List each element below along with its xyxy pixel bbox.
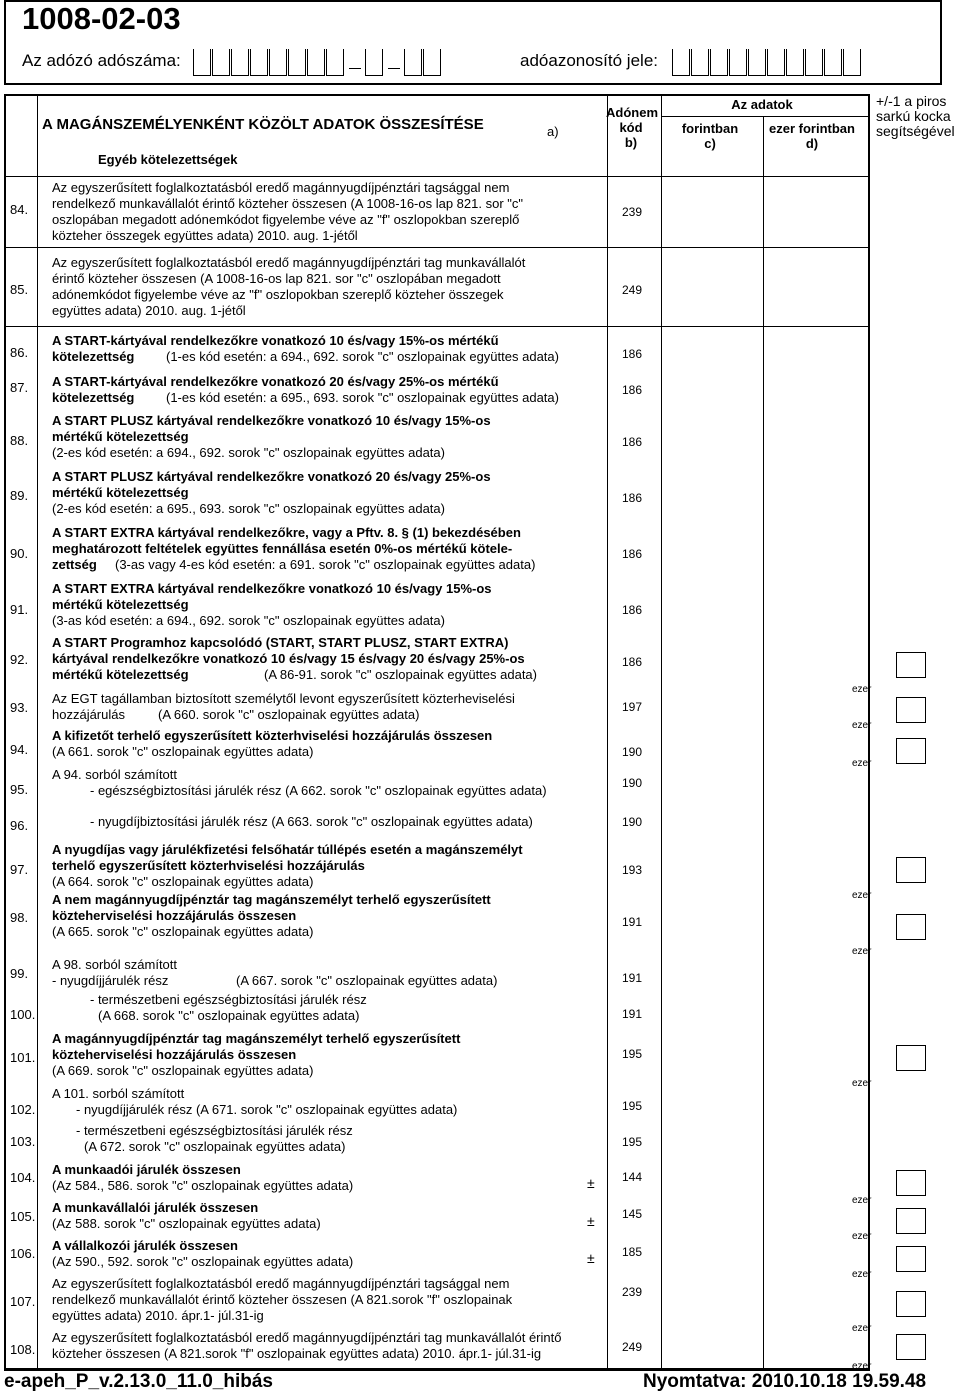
tax-type-code: 193 (621, 863, 643, 877)
row-text-line: - nyugdíjbiztosítási járulék rész (A 663. sorok "c" oszlopainak együttes adata) (90, 814, 533, 829)
tax-type-code: 191 (621, 971, 643, 985)
row-text-line: (3-as kód esetén: a 694., 692. sorok "c" oszlopainak együttes adata) (52, 613, 445, 628)
adjust-checkbox[interactable] (896, 857, 926, 883)
ezer-unit-label: ezer (852, 1269, 872, 1280)
column-a-label: a) (547, 124, 559, 139)
tax-type-code: 195 (621, 1135, 643, 1149)
ezer-unit-label: ezer (852, 720, 872, 731)
row-text-line: rendelkező munkavállalót érintő közteher összesen (A 1008-16-os lap 821. sor "c" (52, 196, 523, 211)
row-text-line: közteher összesen (A 821.sorok "f" oszlopainak együttes adata) 2010. ápr.1- júl.31-ig (52, 1346, 542, 1361)
row-text-line: (A 672. sorok "c" oszlopainak együttes adata) (84, 1139, 346, 1154)
divider (37, 96, 38, 1368)
row-separator (4, 326, 870, 327)
row-number: 84. (10, 202, 29, 217)
row-text-line: A nem magánnyugdíjpénztár tag magánszemélyt terhelő egyszerűsített (52, 892, 491, 907)
row-text-line: - nyugdíjjárulék rész (52, 973, 169, 988)
tax-type-code: 191 (621, 1007, 643, 1021)
row-text-line: A vállalkozói járulék összesen (52, 1238, 238, 1253)
column-b-line: b) (624, 135, 638, 150)
row-number: 106. (10, 1246, 36, 1261)
row-text-line: - természetbeni egészségbiztosítási járulék rész (90, 992, 367, 1007)
tax-type-code: 186 (621, 435, 643, 449)
tax-type-code: 249 (621, 1340, 643, 1354)
row-text-line: A nyugdíjas vagy járulékfizetési felsőhatár túllépés esetén a magánszemélyt (52, 842, 523, 857)
tax-type-code: 249 (621, 283, 643, 297)
row-text-line: közteherviselési hozzájárulás összesen (52, 1047, 297, 1062)
adjust-checkbox[interactable] (896, 1170, 926, 1196)
row-text-line: mértékű kötelezettség (52, 429, 189, 444)
row-text-line: terhelő egyszerűsített közterhviselési hozzájárulás (52, 858, 365, 873)
row-number: 95. (10, 782, 29, 797)
tax-type-code: 195 (621, 1099, 643, 1113)
row-number: 85. (10, 282, 29, 297)
tax-type-code: 186 (621, 347, 643, 361)
adjust-checkbox[interactable] (896, 914, 926, 940)
tax-type-code: 197 (621, 700, 643, 714)
column-d-line: ezer forintban (769, 121, 855, 136)
row-text-line: (2-es kód esetén: a 694., 692. sorok "c" oszlopainak együttes adata) (52, 445, 445, 460)
row-text-line: meghatározott feltételek együttes fennállása esetén 0%-os mértékű kötele- (52, 541, 513, 556)
tax-type-code: 186 (621, 655, 643, 669)
ezer-unit-label: ezer (852, 1195, 872, 1206)
row-text-line: A START EXTRA kártyával rendelkezőkre vonatkozó 10 és/vagy 15%-os (52, 581, 492, 596)
divider (6, 176, 868, 177)
row-text-line: Az egyszerűsített foglalkoztatásból eredő magánnyugdíjpénztári tag munkavállalót érintő (52, 1330, 562, 1345)
row-text-line: A START Programhoz kapcsolódó (START, START PLUSZ, START EXTRA) (52, 635, 509, 650)
row-text-line: kötelezettség (52, 390, 135, 405)
tax-type-code: 195 (621, 1047, 643, 1061)
column-c-line: c) (704, 136, 716, 151)
plus-minus-sign: ± (587, 1250, 595, 1266)
row-text-line: A START-kártyával rendelkezőkre vonatkozó 10 és/vagy 15%-os mértékű (52, 333, 499, 348)
column-d-label (762, 121, 862, 151)
taxpayer-number-field[interactable] (193, 49, 442, 76)
row-number: 92. (10, 652, 29, 667)
row-text-line: A magánnyugdíjpénztár tag magánszemélyt terhelő egyszerűsített (52, 1031, 461, 1046)
row-text-line: adónemkódot figyelembe véve az "f" oszlopokban szereplő közteher összegek (52, 287, 504, 302)
row-text-line: mértékű kötelezettség (52, 485, 189, 500)
tax-type-code: 190 (621, 776, 643, 790)
row-text-line: kötelezettség (52, 349, 135, 364)
ezer-unit-label: ezer (852, 890, 872, 901)
row-text-line: mértékű kötelezettség (52, 597, 189, 612)
adjust-checkbox[interactable] (896, 738, 926, 764)
row-text-line: érintő közteher összesen (A 1008-16-os lap 821. sor "c" oszlopában megadott (52, 271, 501, 286)
row-number: 90. (10, 546, 29, 561)
tax-type-code: 186 (621, 383, 643, 397)
row-text-line: kártyával rendelkezőkre vonatkozó 10 és/vagy 15 és/vagy 20 és/vagy 25%-os (52, 651, 525, 666)
row-text-line: mértékű kötelezettség (52, 667, 189, 682)
row-text-line: A munkaadói járulék összesen (52, 1162, 241, 1177)
row-text-line: - nyugdíjjárulék rész (A 671. sorok "c" oszlopainak együttes adata) (76, 1102, 458, 1117)
tax-type-code: 239 (621, 1285, 643, 1299)
row-text-line: hozzájárulás (52, 707, 125, 722)
column-c-label (660, 121, 760, 151)
ezer-unit-label: ezer (852, 684, 872, 695)
row-text-line: (Az 590., 592. sorok "c" oszlopainak együttes adata) (52, 1254, 354, 1269)
tax-type-code: 239 (621, 205, 643, 219)
row-number: 98. (10, 910, 29, 925)
ezer-unit-label: ezer (852, 1078, 872, 1089)
row-text-line: (2-es kód esetén: a 695., 693. sorok "c" oszlopainak együttes adata) (52, 501, 445, 516)
adjust-checkbox[interactable] (896, 652, 926, 678)
row-number: 93. (10, 700, 29, 715)
row-text-line: (A 86-91. sorok "c" oszlopainak együttes adata) (264, 667, 537, 682)
column-c-line: forintban (681, 121, 739, 136)
row-text-line: zettség (52, 557, 97, 572)
row-number: 103. (10, 1134, 36, 1149)
taxpayer-number-label: Az adózó adószáma: (22, 51, 181, 70)
row-number: 99. (10, 966, 29, 981)
column-b-label (606, 105, 656, 150)
footer-printed: Nyomtatva: 2010.10.18 19.59.48 (643, 1371, 927, 1392)
row-text-line: A 94. sorból számított (52, 767, 178, 782)
row-number: 88. (10, 433, 29, 448)
row-text-line: Az egyszerűsített foglalkoztatásból eredő magánnyugdíjpénztári tag munkavállalót (52, 255, 526, 270)
row-text-line: - egészségbiztosítási járulék rész (A 662. sorok "c" oszlopainak együttes adata) (90, 783, 547, 798)
row-text-line: A 98. sorból számított (52, 957, 178, 972)
plus-minus-sign: ± (587, 1175, 595, 1191)
row-text-line: (Az 588. sorok "c" oszlopainak együttes adata) (52, 1216, 321, 1231)
adjust-checkbox[interactable] (896, 1291, 926, 1317)
adjust-checkbox[interactable] (896, 1045, 926, 1071)
row-text-line: Az EGT tagállamban biztosított személytől levont egyszerűsített közterheviselési (52, 691, 515, 706)
ezer-unit-label: ezer (852, 1361, 872, 1372)
row-number: 97. (10, 862, 29, 877)
row-number: 104. (10, 1170, 36, 1185)
row-number: 96. (10, 818, 29, 833)
row-text-line: közteher összegek együttes adata) 2010. aug. 1-jétől (52, 228, 358, 243)
row-separator (4, 247, 870, 248)
form-code: 1008-02-03 (22, 1, 181, 36)
row-number: 102. (10, 1102, 36, 1117)
row-text-line: (Az 584., 586. sorok "c" oszlopainak együttes adata) (52, 1178, 354, 1193)
row-text-line: (3-as vagy 4-es kód esetén: a 691. sorok "c" oszlopainak együttes adata) (115, 557, 536, 572)
ezer-unit-label: ezer (852, 1231, 872, 1242)
ezer-unit-label: ezer (852, 946, 872, 957)
row-text-line: (A 668. sorok "c" oszlopainak együttes adata) (98, 1008, 360, 1023)
row-text-line: Az egyszerűsített foglalkoztatásból eredő magánnyugdíjpénztári tagsággal nem (52, 1276, 510, 1291)
row-number: 108. (10, 1342, 36, 1357)
adjust-checkbox[interactable] (896, 1334, 926, 1360)
row-text-line: A START-kártyával rendelkezőkre vonatkozó 20 és/vagy 25%-os mértékű (52, 374, 499, 389)
row-number: 101. (10, 1050, 36, 1065)
footer-version: e-apeh_P_v.2.13.0_11.0_hibás (4, 1371, 273, 1392)
tax-type-code: 185 (621, 1245, 643, 1259)
adjust-checkbox[interactable] (896, 697, 926, 723)
row-text-line: A munkavállalói járulék összesen (52, 1200, 259, 1215)
row-text-line: (1-es kód esetén: a 694., 692. sorok "c" oszlopainak együttes adata) (166, 349, 559, 364)
tax-type-code: 186 (621, 547, 643, 561)
adjust-checkbox[interactable] (896, 1246, 926, 1272)
row-text-line: A START PLUSZ kártyával rendelkezőkre vonatkozó 10 és/vagy 15%-os (52, 413, 491, 428)
tax-type-code: 186 (621, 603, 643, 617)
row-text-line: A 101. sorból számított (52, 1086, 185, 1101)
column-d-line: d) (805, 136, 819, 151)
column-b-line: Adónem (606, 105, 658, 120)
tax-id-label: adóazonosító jele: (520, 51, 658, 70)
tax-type-code: 144 (621, 1170, 643, 1184)
row-text-line: együttes adata) 2010. ápr.1- júl.31-ig (52, 1308, 264, 1323)
divider (763, 116, 764, 1368)
row-text-line: (A 665. sorok "c" oszlopainak együttes adata) (52, 924, 314, 939)
row-number: 107. (10, 1294, 36, 1309)
row-number: 91. (10, 602, 29, 617)
row-number: 94. (10, 742, 29, 757)
row-text-line: - természetbeni egészségbiztosítási járulék rész (76, 1123, 353, 1138)
row-number: 87. (10, 380, 29, 395)
divider (661, 116, 868, 117)
row-text-line: A START PLUSZ kártyával rendelkezőkre vonatkozó 20 és/vagy 25%-os (52, 469, 491, 484)
tax-type-code: 191 (621, 915, 643, 929)
side-note: +/-1 a piros sarkú kocka segítségével (876, 93, 955, 139)
ezer-unit-label: ezer (852, 758, 872, 769)
tax-type-code: 190 (621, 745, 643, 759)
ezer-unit-label: ezer (852, 1323, 872, 1334)
row-number: 100. (10, 1007, 36, 1022)
row-text-line: (1-es kód esetén: a 695., 693. sorok "c" oszlopainak együttes adata) (166, 390, 559, 405)
row-text-line: rendelkező munkavállalót érintő közteher összesen (A 821.sorok "f" oszlopainak (52, 1292, 513, 1307)
data-title: Az adatok (731, 97, 793, 112)
row-text-line: (A 664. sorok "c" oszlopainak együttes adata) (52, 874, 314, 889)
divider (607, 96, 608, 1368)
adjust-checkbox[interactable] (896, 1208, 926, 1234)
row-text-line: közteherviselési hozzájárulás összesen (52, 908, 297, 923)
row-text-line: (A 667. sorok "c" oszlopainak együttes adata) (236, 973, 498, 988)
section-title: Egyéb kötelezettségek (98, 152, 238, 167)
table-title: A MAGÁNSZEMÉLYENKÉNT KÖZÖLT ADATOK ÖSSZESÍTÉSE (42, 116, 484, 133)
divider (661, 96, 662, 1368)
row-number: 105. (10, 1209, 36, 1224)
row-text-line: (A 660. sorok "c" oszlopainak együttes adata) (158, 707, 420, 722)
row-text-line: együttes adata) 2010. aug. 1-jétől (52, 303, 246, 318)
row-text-line: (A 661. sorok "c" oszlopainak együttes adata) (52, 744, 314, 759)
row-number: 86. (10, 345, 29, 360)
row-text-line: oszlopában megadott adónemkódot figyelembe véve az "f" oszlopokban szereplő (52, 212, 520, 227)
row-text-line: Az egyszerűsített foglalkoztatásból eredő magánnyugdíjpénztári tagsággal nem (52, 180, 510, 195)
row-text-line: (A 669. sorok "c" oszlopainak együttes adata) (52, 1063, 314, 1078)
row-number: 89. (10, 488, 29, 503)
tax-type-code: 190 (621, 815, 643, 829)
row-text-line: A START EXTRA kártyával rendelkezőkre, vagy a Pftv. 8. § (1) bekezdésében (52, 525, 521, 540)
plus-minus-sign: ± (587, 1213, 595, 1229)
row-text-line: A kifizetőt terhelő egyszerűsített közterhviselési hozzájárulás összesen (52, 728, 493, 743)
tax-type-code: 186 (621, 491, 643, 505)
tax-id-field[interactable] (672, 49, 862, 76)
column-b-line: kód (619, 120, 643, 135)
tax-type-code: 145 (621, 1207, 643, 1221)
